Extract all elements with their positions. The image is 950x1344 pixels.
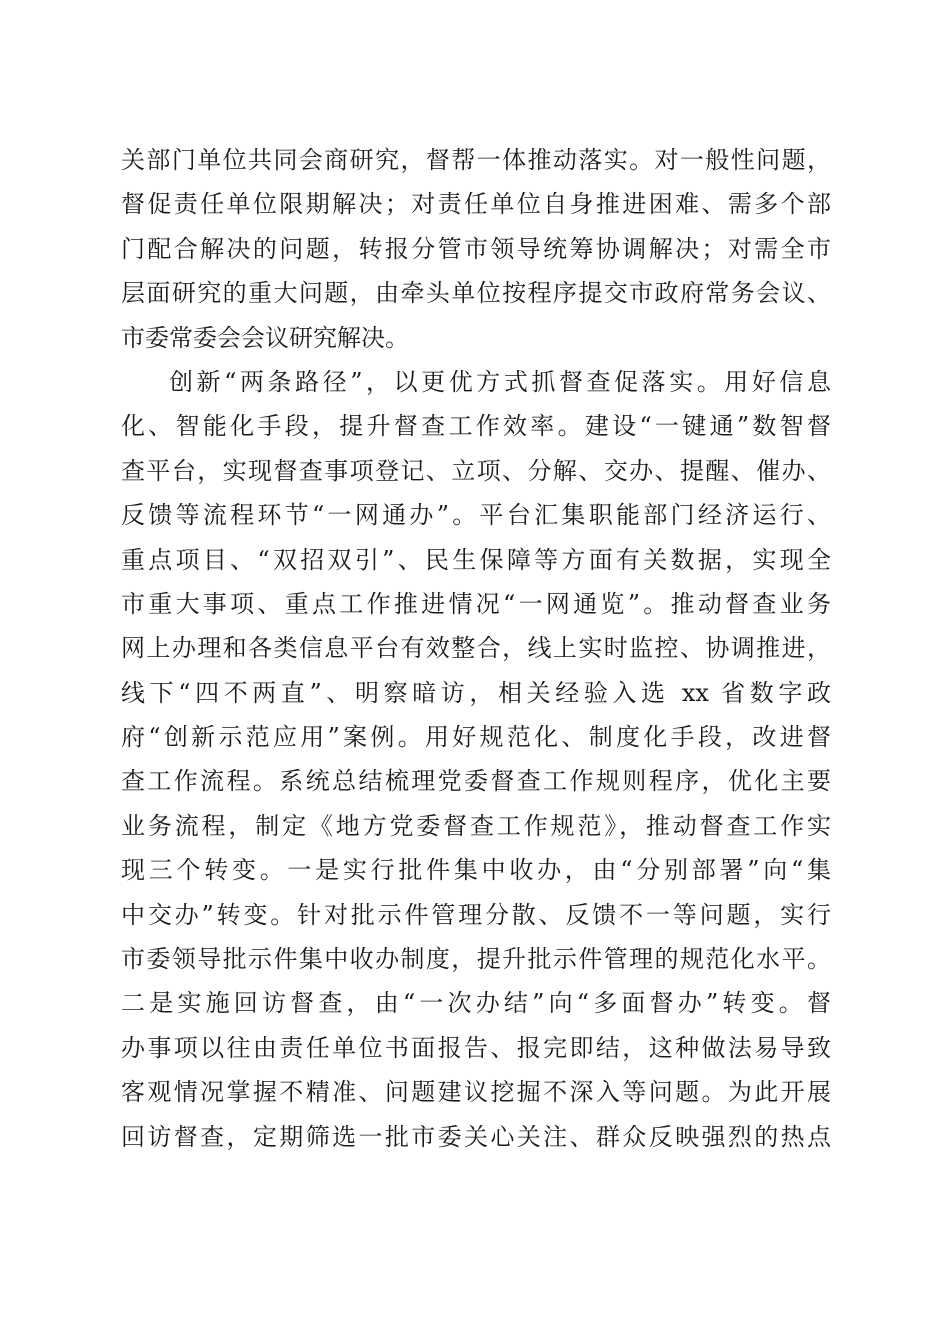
paragraph-line: 网上办理和各类信息平台有效整合，线上实时监控、协调推进， xyxy=(121,634,831,663)
document-body xyxy=(121,138,831,1159)
paragraph-line: 现三个转变。一是实行批件集中收办，由“分别部署”向“集 xyxy=(121,856,831,885)
paragraph-line: 层面研究的重大问题，由牵头单位按程序提交市政府常务会议、 xyxy=(121,279,831,308)
paragraph-line: 创新“两条路径”，以更优方式抓督查促落实。用好信息 xyxy=(169,367,831,396)
paragraph-line: 市委领导批示件集中收办制度，提升批示件管理的规范化水平。 xyxy=(121,945,831,974)
paragraph-line: 客观情况掌握不精准、问题建议挖掘不深入等问题。为此开展 xyxy=(121,1078,831,1107)
paragraph-line: 督促责任单位限期解决；对责任单位自身推进困难、需多个部 xyxy=(121,190,831,219)
paragraph-line: 二是实施回访督查，由“一次办结”向“多面督办”转变。督 xyxy=(121,989,831,1018)
paragraph-line: 办事项以往由责任单位书面报告、报完即结，这种做法易导致 xyxy=(121,1033,831,1062)
paragraph-line: 线下“四不两直”、明察暗访，相关经验入选 xx 省数字政 xyxy=(121,678,831,707)
paragraph-line: 门配合解决的问题，转报分管市领导统筹协调解决；对需全市 xyxy=(121,234,831,263)
paragraph-line: 重点项目、“双招双引”、民生保障等方面有关数据，实现全 xyxy=(121,545,831,574)
paragraph-line: 府“创新示范应用”案例。用好规范化、制度化手段，改进督 xyxy=(121,723,831,752)
paragraph-line: 化、智能化手段，提升督查工作效率。建设“一键通”数智督 xyxy=(121,412,831,441)
paragraph-line: 关部门单位共同会商研究，督帮一体推动落实。对一般性问题， xyxy=(121,146,831,174)
paragraph-line: 查工作流程。系统总结梳理党委督查工作规则程序，优化主要 xyxy=(121,767,831,796)
paragraph-line: 回访督查，定期筛选一批市委关心关注、群众反映强烈的热点 xyxy=(121,1122,831,1151)
paragraph-line: 业务流程，制定《地方党委督查工作规范》，推动督查工作实 xyxy=(121,811,831,840)
paragraph-line: 中交办”转变。针对批示件管理分散、反馈不一等问题，实行 xyxy=(121,900,831,929)
paragraph-line: 市委常委会会议研究解决。 xyxy=(121,323,409,352)
paragraph-line: 反馈等流程环节“一网通办”。平台汇集职能部门经济运行、 xyxy=(121,501,831,530)
paragraph-line: 查平台，实现督查事项登记、立项、分解、交办、提醒、催办、 xyxy=(121,456,831,485)
paragraph-line: 市重大事项、重点工作推进情况“一网通览”。推动督查业务 xyxy=(121,589,831,618)
